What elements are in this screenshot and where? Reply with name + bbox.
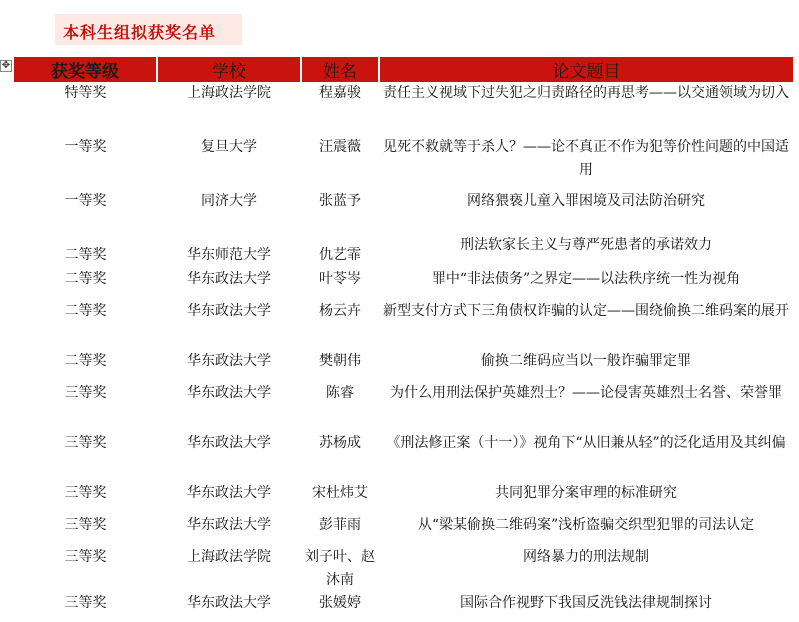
- cell-level: 三等奖: [64, 517, 107, 533]
- cell-name: 陈睿: [326, 385, 354, 401]
- cell-level: 二等奖: [64, 303, 107, 319]
- header-level: 获奖等级: [14, 57, 157, 82]
- cell-name: 张媛婷: [319, 595, 361, 611]
- cell-paper: 责任主义视域下过失犯之归责路径的再思考——以交通领域为切入: [383, 85, 789, 101]
- cell-paper: 见死不救就等于杀人？——论不真正不作为犯等价性问题的中国适用: [383, 139, 789, 178]
- cell-school: 上海政法学院: [187, 85, 271, 101]
- table-row: [14, 592, 793, 622]
- cell-level: 三等奖: [64, 485, 107, 501]
- table-row: [14, 350, 793, 382]
- award-table: [14, 57, 793, 622]
- table-row: [14, 300, 793, 350]
- cell-paper: 网络暴力的刑法规制: [523, 549, 649, 565]
- cell-level: 一等奖: [64, 193, 107, 209]
- cell-paper: 《刑法修正案（十一）》视角下“从旧兼从轻”的泛化适用及其纠偏: [386, 435, 786, 451]
- cell-name: 宋杜炜艾: [312, 485, 368, 501]
- table-row: [14, 432, 793, 482]
- table-row: [14, 514, 793, 546]
- table-move-handle-icon[interactable]: ✥: [1, 60, 11, 71]
- cell-paper: 为什么用刑法保护英雄烈士？——论侵害英雄烈士名誉、荣誉罪: [390, 385, 782, 401]
- cell-name: 刘子叶、赵沐南: [305, 549, 375, 588]
- cell-level: 特等奖: [64, 85, 107, 101]
- table-row: [14, 82, 793, 136]
- table-header-row: [14, 57, 793, 82]
- cell-level: 三等奖: [64, 549, 107, 565]
- header-name: 姓名: [301, 57, 379, 82]
- cell-level: 一等奖: [64, 139, 107, 155]
- cell-school: 华东师范大学: [187, 247, 271, 263]
- cell-school: 华东政法大学: [187, 517, 271, 533]
- cell-name: 樊朝伟: [319, 353, 361, 369]
- table-row: [14, 382, 793, 432]
- cell-paper: 网络猥亵儿童入罪困境及司法防治研究: [467, 193, 705, 209]
- cell-paper: 共同犯罪分案审理的标准研究: [495, 485, 677, 501]
- cell-name: 仇艺霏: [319, 247, 361, 263]
- cell-name: 程嘉骏: [319, 85, 361, 101]
- cell-name: 彭菲雨: [319, 517, 361, 533]
- cell-level: 三等奖: [64, 595, 107, 611]
- table-row: [14, 234, 793, 268]
- cell-paper: 刑法软家长主义与尊严死患者的承诺效力: [460, 237, 712, 253]
- cell-paper: 国际合作视野下我国反洗钱法律规制探讨: [460, 595, 712, 611]
- cell-school: 上海政法学院: [187, 549, 271, 565]
- cell-school: 华东政法大学: [187, 595, 271, 611]
- page-title: 本科生组拟获奖名单: [63, 23, 217, 42]
- cell-name: 汪震薇: [319, 139, 361, 155]
- cell-paper: 从“梁某偷换二维码案”浅析盗骗交织型犯罪的司法认定: [417, 517, 755, 533]
- table-row: [14, 482, 793, 514]
- cell-paper: 偷换二维码应当以一般诈骗罪定罪: [481, 353, 691, 369]
- table-row: [14, 268, 793, 300]
- cell-school: 复旦大学: [201, 139, 257, 155]
- cell-name: 杨云卉: [319, 303, 361, 319]
- cell-school: 同济大学: [201, 193, 257, 209]
- cell-name: 苏杨成: [319, 435, 361, 451]
- cell-school: 华东政法大学: [187, 303, 271, 319]
- header-paper: 论文题目: [379, 57, 793, 82]
- cell-school: 华东政法大学: [187, 485, 271, 501]
- cell-level: 三等奖: [64, 385, 107, 401]
- cell-paper: 新型支付方式下三角债权诈骗的认定——围绕偷换二维码案的展开: [383, 303, 789, 319]
- cell-level: 二等奖: [64, 353, 107, 369]
- cell-name: 张蓝予: [319, 193, 361, 209]
- cell-school: 华东政法大学: [187, 271, 271, 287]
- cell-school: 华东政法大学: [187, 385, 271, 401]
- cell-level: 三等奖: [64, 435, 107, 451]
- cell-level: 二等奖: [64, 247, 107, 263]
- cell-level: 二等奖: [64, 271, 107, 287]
- table-row: [14, 190, 793, 234]
- cell-school: 华东政法大学: [187, 353, 271, 369]
- cell-paper: 罪中“非法债务”之界定——以法秩序统一性为视角: [431, 271, 741, 287]
- header-school: 学校: [157, 57, 301, 82]
- table-row: [14, 136, 793, 190]
- cell-name: 叶苓岑: [319, 271, 361, 287]
- cell-school: 华东政法大学: [187, 435, 271, 451]
- table-row: [14, 546, 793, 592]
